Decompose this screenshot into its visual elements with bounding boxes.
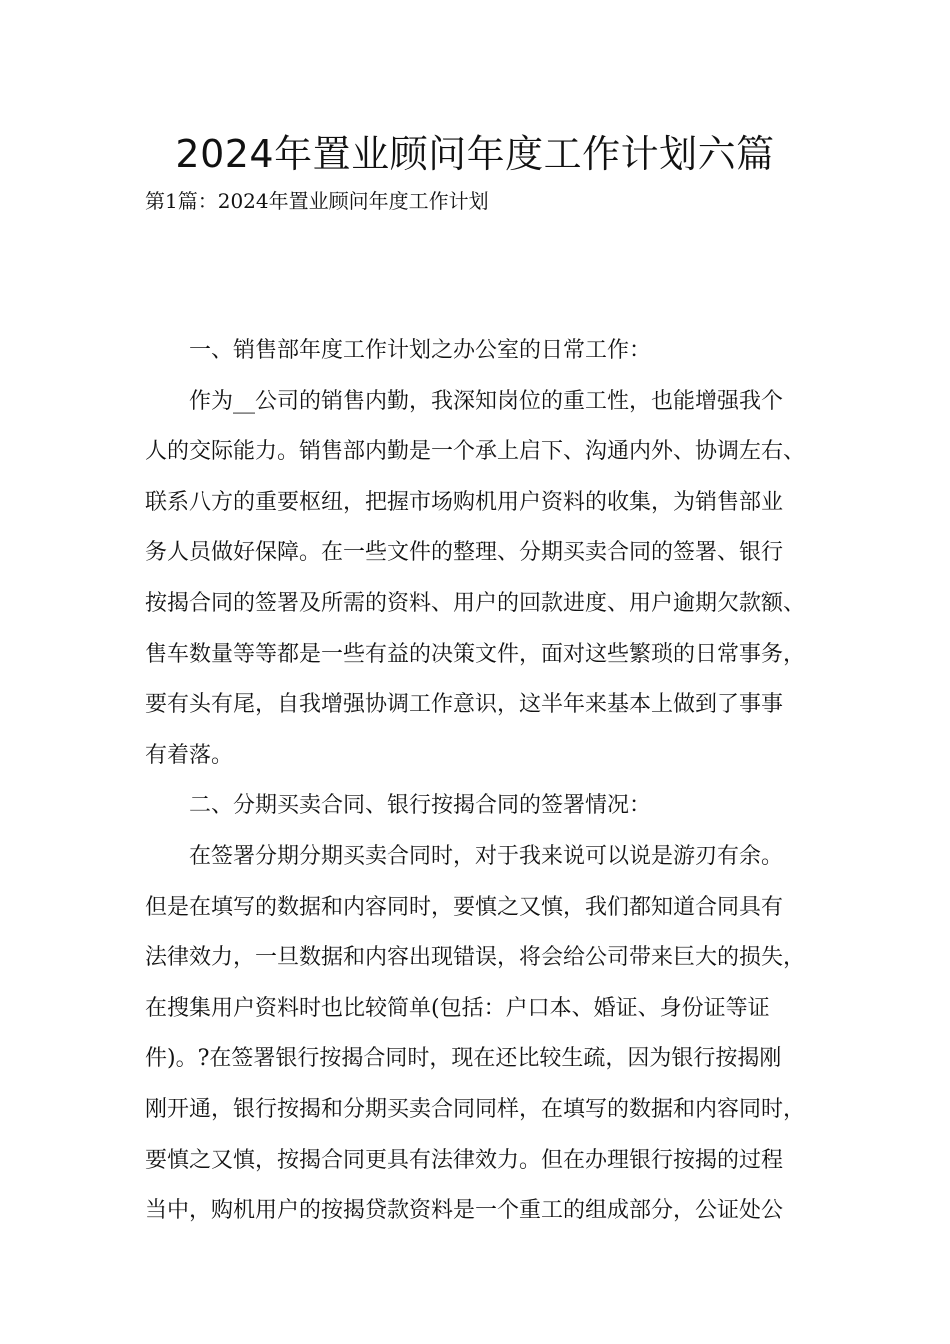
paragraph-line: 件)。?在签署银行按揭合同时，现在还比较生疏，因为银行按揭刚 bbox=[145, 1046, 782, 1072]
paragraph-line: 联系八方的重要枢纽，把握市场购机用户资料的收集，为销售部业 bbox=[145, 489, 784, 515]
paragraph-line: 在签署分期分期买卖合同时，对于我来说可以说是游刃有余。 bbox=[189, 843, 784, 869]
paragraph-line: 务人员做好保障。在一些文件的整理、分期买卖合同的签署、银行 bbox=[145, 540, 784, 566]
document-body bbox=[145, 326, 825, 1237]
paragraph-line: 要有头有尾，自我增强协调工作意识，这半年来基本上做到了事事 bbox=[145, 692, 784, 718]
paragraph-line: 在搜集用户资料时也比较简单(包括：户口本、婚证、身份证等证 bbox=[145, 995, 770, 1021]
paragraph-line: 按揭合同的签署及所需的资料、用户的回款进度、用户逾期欠款额、 bbox=[145, 590, 806, 616]
paragraph-line: 法律效力，一旦数据和内容出现错误，将会给公司带来巨大的损失， bbox=[145, 945, 806, 971]
paragraph-line: 售车数量等等都是一些有益的决策文件，面对这些繁琐的日常事务， bbox=[145, 641, 806, 667]
paragraph-line: 作为__公司的销售内勤，我深知岗位的重工性，也能增强我个 bbox=[189, 388, 784, 414]
heading-line: 二、分期买卖合同、银行按揭合同的签署情况： bbox=[189, 793, 652, 819]
paragraph-line: 当中，购机用户的按揭贷款资料是一个重工的组成部分，公证处公 bbox=[145, 1198, 784, 1224]
paragraph-line: 刚开通，银行按揭和分期买卖合同同样，在填写的数据和内容同时， bbox=[145, 1096, 806, 1122]
paragraph-line: 人的交际能力。销售部内勤是一个承上启下、沟通内外、协调左右、 bbox=[145, 439, 806, 465]
document-title: 2024年置业顾问年度工作计划六篇 bbox=[175, 132, 775, 176]
paragraph-line: 有着落。 bbox=[145, 742, 234, 768]
section-subtitle: 第1篇：2024年置业顾问年度工作计划 bbox=[145, 189, 489, 213]
heading-line: 一、销售部年度工作计划之办公室的日常工作： bbox=[189, 338, 652, 363]
paragraph-line: 要慎之又慎，按揭合同更具有法律效力。但在办理银行按揭的过程 bbox=[145, 1147, 784, 1173]
paragraph-line: 但是在填写的数据和内容同时，要慎之又慎，我们都知道合同具有 bbox=[145, 894, 784, 920]
